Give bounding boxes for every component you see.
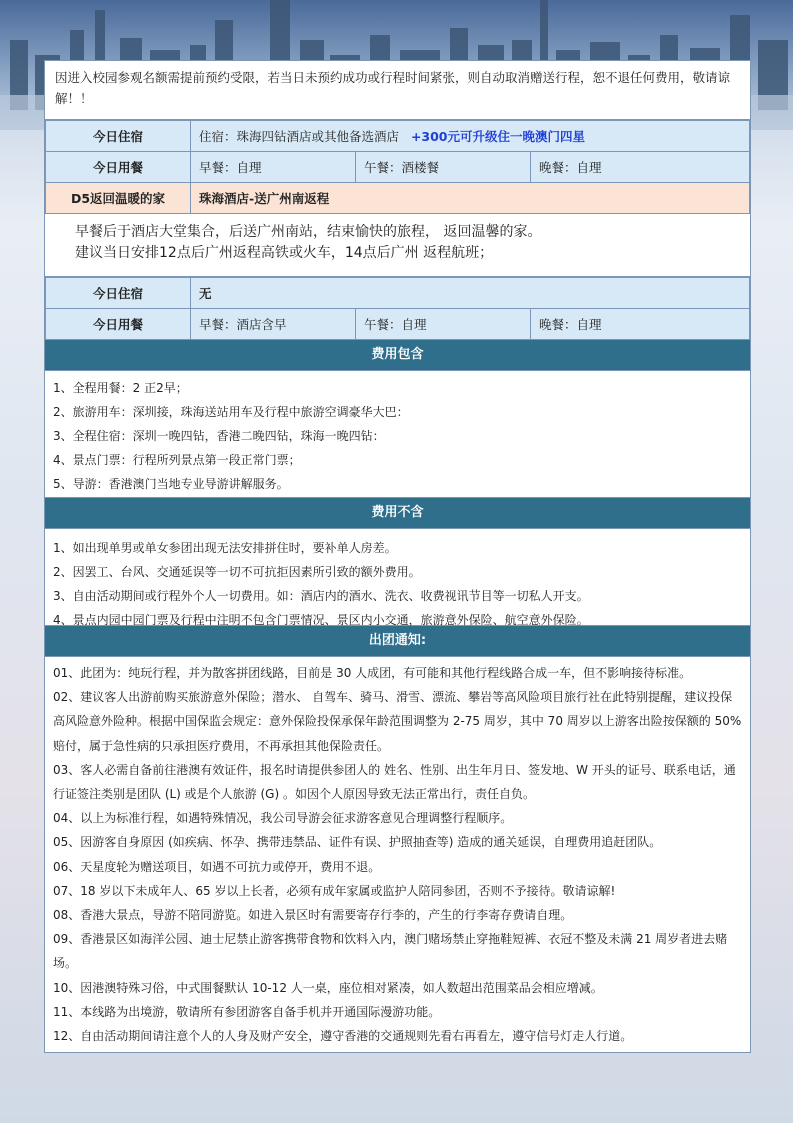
list-item: 01、此团为：纯玩行程，并为散客拼团线路，目前是 30 人成团，有可能和其他行程线路合成一车，但不影响接待标准。 xyxy=(53,666,692,680)
booking-notice: 因进入校园参观名额需提前预约受限，若当日未预约成功或行程时间紧张，则自动取消赠送行程，恕不退任何费用，敬请谅解！！ xyxy=(45,61,750,120)
day4-lodging-label: 今日住宿 xyxy=(46,121,191,152)
day5-route: 珠海酒店-送广州南返程 xyxy=(191,183,750,214)
list-item: 10、因港澳特殊习俗，中式围餐默认 10-12 人一桌，座位相对紧凑，如人数超出范围菜品会相应增减。 xyxy=(53,980,603,995)
notes-header: 出团通知: xyxy=(45,626,750,657)
excluded-list xyxy=(45,529,750,626)
list-item: 4、景点内园中园门票及行程中注明不包含门票情况、景区内小交通，旅游意外保险、航空意外保险。 xyxy=(53,613,589,627)
day4-lodging-text: 住宿：珠海四钻酒店或其他备选酒店 xyxy=(199,129,400,144)
day4-dinner: 晚餐：自理 xyxy=(531,152,750,183)
list-item: 4、景点门票：行程所列景点第一段正常门票； xyxy=(53,453,301,467)
day4-info-table xyxy=(45,120,750,214)
day5-desc-line2: 建议当日安排12点后广州返程高铁或火车，14点后广州 返程航班； xyxy=(75,245,494,261)
list-item: 04、以上为标准行程，如遇特殊情况，我公司导游会征求游客意见合理调整行程顺序。 xyxy=(53,811,513,826)
list-item: 2、旅游用车：深圳接，珠海送站用车及行程中旅游空调豪华大巴： xyxy=(53,405,409,419)
day4-meal-label: 今日用餐 xyxy=(46,152,191,183)
list-item: 3、全程住宿：深圳一晚四钻，香港二晚四钻，珠海一晚四钻： xyxy=(53,429,385,443)
list-item: 08、香港大景点，导游不陪同游览。如进入景区时有需要寄存行李的，产生的行李寄存费请自理。 xyxy=(53,908,573,923)
list-item: 11、本线路为出境游，敬请所有参团游客自备手机并开通国际漫游功能。 xyxy=(53,1004,441,1019)
day4-lunch: 午餐：酒楼餐 xyxy=(356,152,531,183)
day5-breakfast: 早餐：酒店含早 xyxy=(191,309,356,340)
list-item: 07、18 岁以下未成年人、65 岁以上长者，必须有成年家属或监护人陪同参团，否则不予接待。敬请谅解! xyxy=(53,883,616,898)
day5-lodging-label: 今日住宿 xyxy=(46,278,191,309)
list-item: 03、客人必需自备前往港澳有效证件，报名时请提供参团人的 姓名、性别、出生年月日、签发地、W 开头的证号、联系电话，通行证签注类别是团队 (L) 或是个人旅游 (G) 。如因个人原因导致无法正常出行，责任自负。 xyxy=(53,762,736,802)
day5-info-table xyxy=(45,277,750,340)
included-list xyxy=(45,371,750,498)
day5-dinner: 晚餐：自理 xyxy=(531,309,750,340)
list-item: 12、自由活动期间请注意个人的人身及财产安全，遵守香港的交通规则先看右再看左，遵守信号灯走人行道。 xyxy=(53,1029,633,1044)
notes-list xyxy=(45,657,750,1052)
list-item: 1、如出现单男或单女参团出现无法安排拼住时，要补单人房差。 xyxy=(53,541,397,555)
day5-description xyxy=(45,214,750,277)
list-item: 5、导游：香港澳门当地专业导游讲解服务。 xyxy=(53,477,289,491)
day5-title: D5返回温暖的家 xyxy=(46,183,191,214)
included-header: 费用包含 xyxy=(45,340,750,371)
list-item: 05、因游客自身原因 (如疾病、怀孕、携带违禁品、证件有误、护照抽查等) 造成的通关延误，自理费用追赶团队。 xyxy=(53,835,662,850)
list-item: 3、自由活动期间或行程外个人一切费用。如：酒店内的酒水、洗衣、收费视讯节目等一切私人开支。 xyxy=(53,589,589,603)
list-item: 06、天星度轮为赠送项目，如遇不可抗力或停开，费用不退。 xyxy=(53,859,381,874)
excluded-header: 费用不含 xyxy=(45,498,750,529)
list-item: 02、建议客人出游前购买旅游意外保险；潜水、 自驾车、骑马、滑雪、漂流、攀岩等高风险项目旅行社在此特别提醒，建议投保高风险意外险种。根据中国保监会规定：意外保险投保承保年龄范围调整为 2-75 周岁，其中 70 周岁以上游客出险按保额的 50%赔付，属于急性病的只承担医疗费用，不再承担其他保险责任。 xyxy=(53,690,742,753)
day5-desc-line1: 早餐后于酒店大堂集合，后送广州南站，结束愉快的旅程， 返回温馨的家。 xyxy=(75,224,542,240)
day5-lodging-value: 无 xyxy=(191,278,750,309)
list-item: 2、因罢工、台风、交通延误等一切不可抗拒因素所引致的额外费用。 xyxy=(53,565,421,579)
itinerary-sheet xyxy=(44,60,751,1053)
day5-meal-label: 今日用餐 xyxy=(46,309,191,340)
day4-lodging-value xyxy=(191,121,750,152)
day5-lunch: 午餐：自理 xyxy=(356,309,531,340)
list-item: 09、香港景区如海洋公园、迪士尼禁止游客携带食物和饮料入内，澳门赌场禁止穿拖鞋短裤、衣冠不整及未满 21 周岁者进去赌场。 xyxy=(53,932,728,971)
day4-breakfast: 早餐：自理 xyxy=(191,152,356,183)
day4-upgrade-offer: +300元可升级住一晚澳门四星 xyxy=(410,129,586,144)
list-item: 1、全程用餐：2 正2早； xyxy=(53,381,188,395)
